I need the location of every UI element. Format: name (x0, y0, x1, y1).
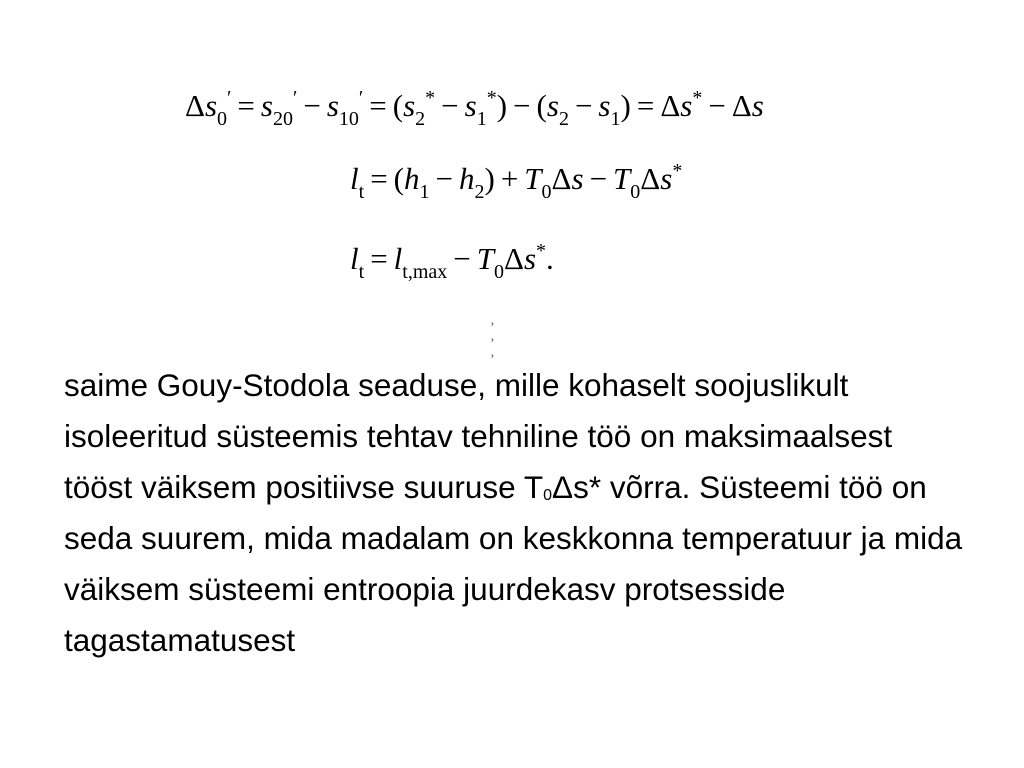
paragraph-text-part1: saime Gouy-Stodola seaduse, mille kohaselt soojuslikult isoleeritud süsteemis tehtav tehniline töö on maksimaalsest tööst väiksem positiivse suuruse T (64, 367, 893, 505)
equation-max-work: $l_t = l_{t,max} - T_0\Delta s^*$. (350, 240, 554, 283)
body-paragraph (64, 360, 964, 666)
crop-artifact: ‚ ‚ ‚ (490, 313, 675, 360)
equation-technical-work: $l_t = (h_1 - h_2) + T_0\Delta s - T_0\Delta s^*$ (350, 160, 683, 203)
equation-entropy-difference: $\Delta s_0' = s_{20}' - s_{10}' = (s_2^* - s_1^*) - (s_2 - s_1) = \Delta s^* - \Delta s$ (185, 87, 764, 130)
paragraph-subscript: 0 (543, 487, 553, 504)
paragraph-text-part2: Δs* võrra. Süsteemi töö on seda suurem, mida madalam on keskkonna temperatuur ja mida väiksem süsteemi entroopia juurdekasv protsesside tagastamatusest (64, 469, 963, 658)
